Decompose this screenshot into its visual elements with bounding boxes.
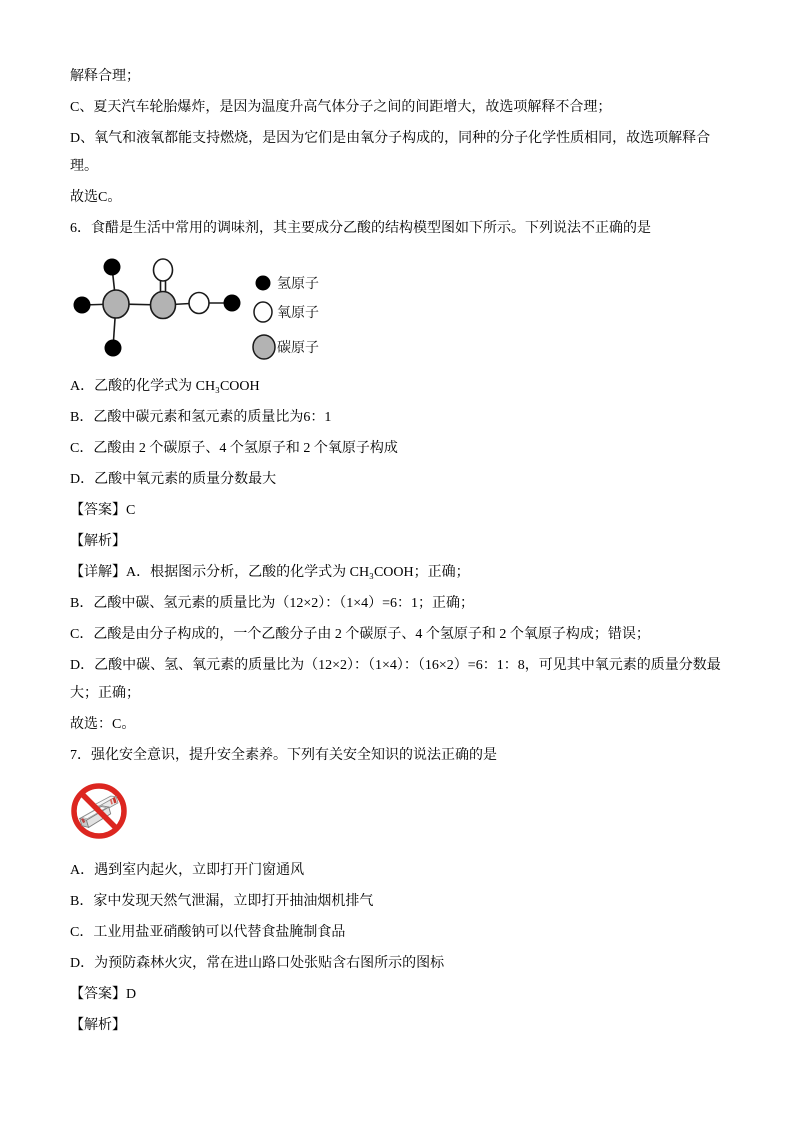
answer-value: D — [126, 987, 137, 1002]
analysis-conclusion: 故选C。 — [70, 190, 122, 205]
hydrogen-atom — [74, 297, 91, 314]
no-fire-prohibition-sign — [70, 782, 722, 854]
question-6-detail-c: C．乙酸是由分子构成的，一个乙酸分子由 2 个碳原子、4 个氢原子和 2 个氧原子构成；错误； — [70, 627, 650, 642]
question-6-answer-line — [70, 497, 722, 525]
acetic-acid-molecule-diagram — [70, 246, 722, 370]
question-6-detail-b: B．乙酸中碳、氢元素的质量比为（12×2）：（1×4）=6：1；正确； — [70, 596, 475, 611]
question-6-option-c: C．乙酸由 2 个碳原子、4 个氢原子和 2 个氧原子构成 — [70, 441, 398, 456]
legend-hydrogen-label: 氢原子 — [277, 277, 319, 292]
legend-oxygen-label: 氧原子 — [277, 306, 319, 321]
question-6-analysis-label: 【解析】 — [70, 534, 126, 549]
question-7-answer-line — [70, 981, 722, 1009]
question-7-analysis-label: 【解析】 — [70, 1018, 126, 1033]
question-7-option-d: D．为预防森林火灾，常在进山路口处张贴含右图所示的图标 — [70, 956, 445, 971]
question-6-detail-a: 【详解】A．根据图示分析，乙酸的化学式为 CH₃COOH；正确； — [70, 565, 470, 580]
legend-hydrogen-swatch — [256, 276, 271, 291]
question5-analysis-tail — [70, 63, 722, 212]
molecule-structure-svg — [70, 246, 410, 370]
question-6 — [70, 215, 722, 739]
question-6-detail-d: D．乙酸中碳、氢、氧元素的质量比为（12×2）：（1×4）：（16×2）=6：1：8，可见其中氧元素的质量分数最大；正确； — [70, 658, 721, 701]
analysis-continuation-line: 解释合理； — [70, 69, 140, 84]
analysis-option-c: C、夏天汽车轮胎爆炸，是因为温度升高气体分子之间的间距增大，故选项解释不合理； — [70, 100, 612, 115]
question-7-option-b: B．家中发现天然气泄漏，立即打开抽油烟机排气 — [70, 894, 374, 909]
question-7 — [70, 742, 722, 1040]
question-6-option-b: B．乙酸中碳元素和氢元素的质量比为6：1 — [70, 410, 332, 425]
question-6-stem: 6．食醋是生活中常用的调味剂，其主要成分乙酸的结构模型图如下所示。下列说法不正确的是 — [70, 221, 651, 236]
hydrogen-atom — [104, 259, 121, 276]
oxygen-atom — [189, 293, 209, 314]
question-6-option-d: D．乙酸中氧元素的质量分数最大 — [70, 472, 277, 487]
question-7-option-a: A．遇到室内起火，立即打开门窗通风 — [70, 863, 305, 878]
hydrogen-atom — [105, 340, 122, 357]
carbon-atom — [151, 292, 176, 319]
prohibition-sign-svg — [70, 782, 128, 840]
question-7-stem: 7．强化安全意识，提升安全素养。下列有关安全知识的说法正确的是 — [70, 748, 497, 763]
hydrogen-atom — [224, 295, 241, 312]
legend-oxygen-swatch — [254, 302, 272, 322]
analysis-option-d: D、氧气和液氧都能支持燃烧，是因为它们是由氧分子构成的，同种的分子化学性质相同，故选项解释合理。 — [70, 131, 711, 174]
answer-label: 【答案】 — [70, 987, 126, 1002]
answer-label: 【答案】 — [70, 503, 126, 518]
legend-carbon-swatch — [253, 335, 275, 359]
oxygen-atom — [154, 259, 173, 281]
carbon-atom — [103, 290, 129, 318]
question-7-option-c: C．工业用盐亚硝酸钠可以代替食盐腌制食品 — [70, 925, 346, 940]
legend-carbon-label: 碳原子 — [277, 341, 319, 356]
question-6-option-a: A．乙酸的化学式为 CH₃COOH — [70, 379, 260, 394]
answer-value: C — [126, 503, 136, 518]
question-6-conclusion: 故选：C。 — [70, 717, 136, 732]
